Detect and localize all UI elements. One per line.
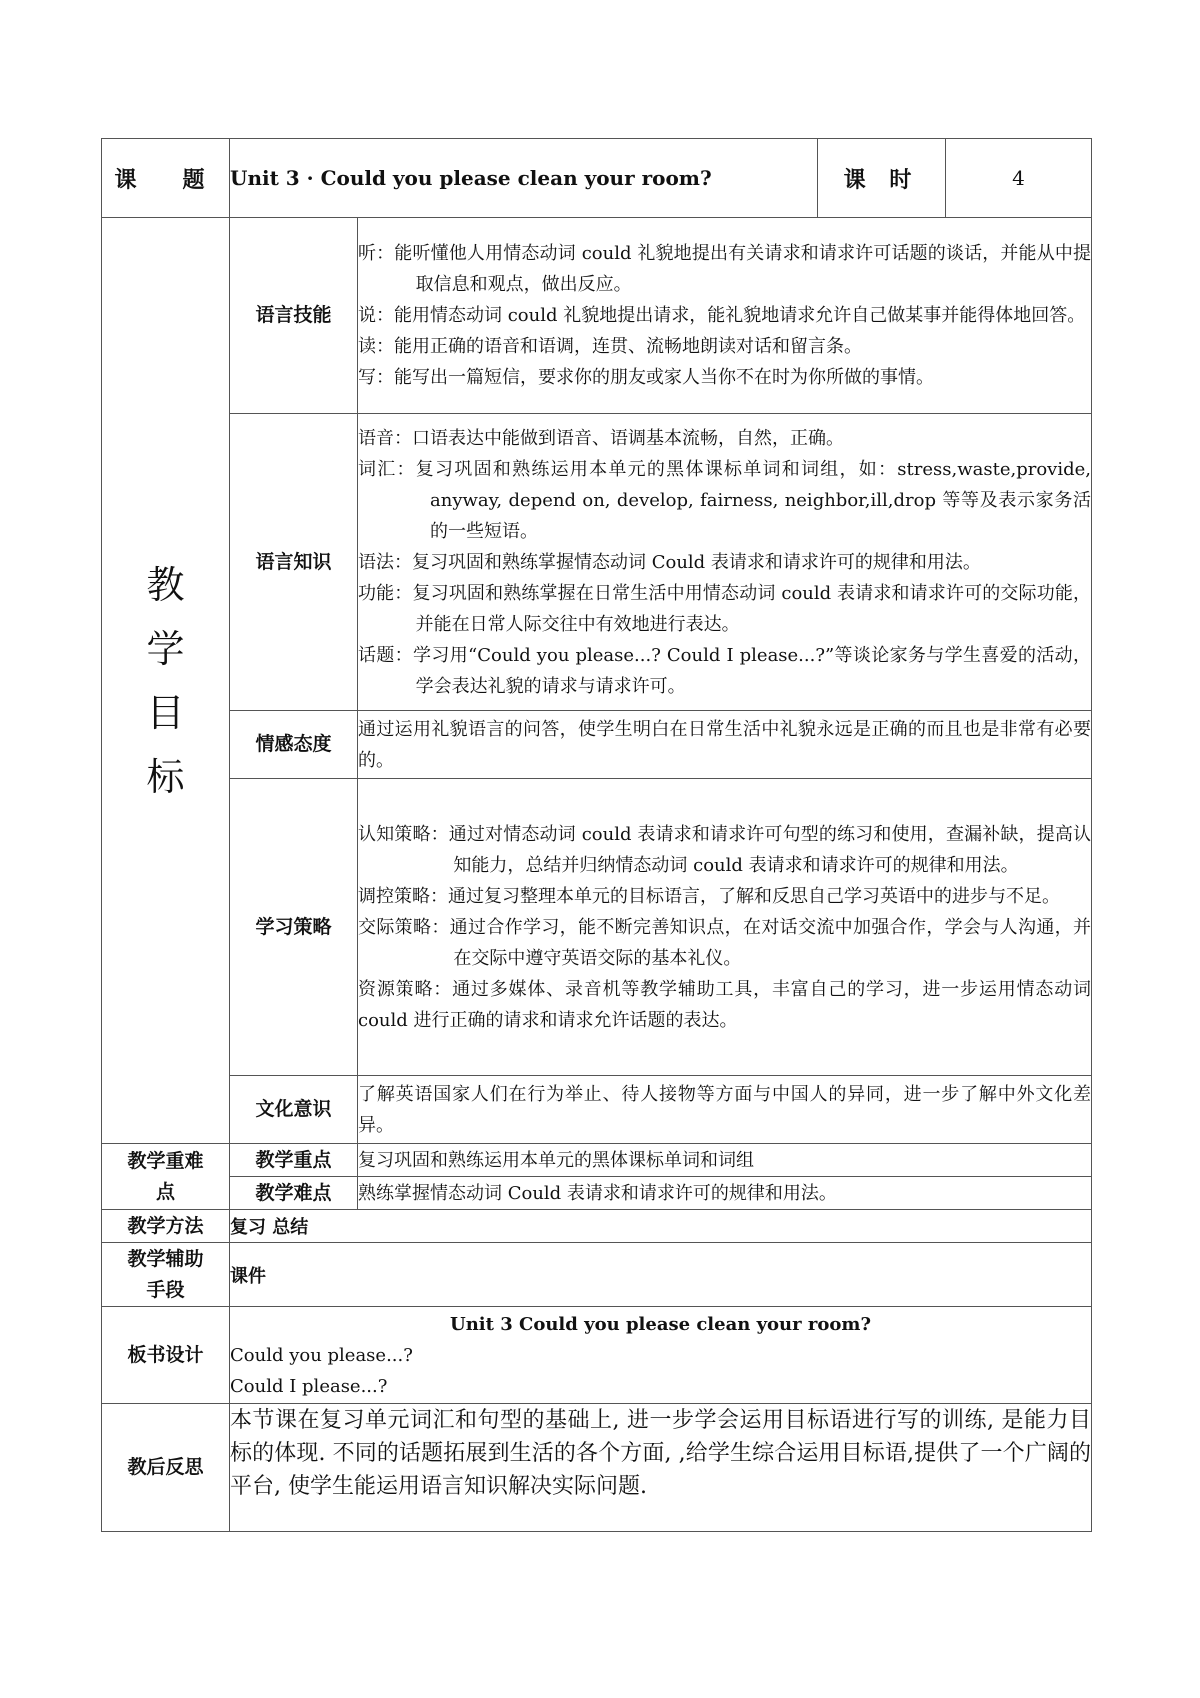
strategy-content	[358, 779, 1092, 1076]
topic-label: 课 题	[102, 139, 230, 218]
goal-char: 标	[146, 754, 185, 799]
goal-char: 教	[146, 562, 185, 607]
board-title: Unit 3 Could you please clean your room?	[450, 1313, 871, 1335]
skill-speaking: 说：能用情态动词 could 礼貌地提出请求，能礼貌地请求允许自己做某事并能得体地回答。	[358, 305, 1086, 326]
strategy-label: 学习策略	[230, 779, 358, 1076]
goal-char: 目	[146, 690, 185, 735]
hard-point-label: 教学难点	[230, 1177, 358, 1210]
reflection-text: 本节课在复习单元词汇和句型的基础上, 进一步学会运用目标语进行写的训练, 是能力目标的体现. 不同的话题拓展到生活的各个方面, ,给学生综合运用目标语,提供了一个广阔的平台, 使学生能运用语言知识解决实际问题.	[230, 1404, 1092, 1532]
board-content	[230, 1307, 1092, 1404]
attitude-label: 情感态度	[230, 711, 358, 779]
knowledge-label: 语言知识	[230, 414, 358, 711]
knowledge-grammar: 语法：复习巩固和熟练掌握情态动词 Could 表请求和请求许可的规律和用法。	[358, 551, 981, 573]
topic-value: Unit 3 · Could you please clean your room?	[230, 139, 818, 218]
difficulty-label: 教学重难点	[102, 1144, 230, 1210]
hours-label: 课 时	[818, 139, 946, 218]
key-point-label: 教学重点	[230, 1144, 358, 1177]
teaching-goals-label	[102, 218, 230, 1144]
lesson-plan-table	[101, 138, 1092, 1532]
knowledge-function: 功能：复习巩固和熟练掌握在日常生活中用情态动词 could 表请求和请求许可的交际功能，并能在日常人际交往中有效地进行表达。	[358, 582, 1092, 635]
hours-value: 4	[946, 139, 1092, 218]
aids-value: 课件	[230, 1243, 1092, 1307]
aids-label: 教学辅助手段	[102, 1243, 230, 1307]
goal-char: 学	[146, 626, 185, 671]
reflection-label: 教后反思	[102, 1404, 230, 1532]
method-value: 复习 总结	[230, 1210, 1092, 1243]
skills-content	[358, 218, 1092, 414]
knowledge-topic: 话题：学习用“Could you please...? Could I please...?”等谈论家务与学生喜爱的活动，学会表达礼貌的请求与请求许可。	[358, 644, 1092, 697]
knowledge-phonetics: 语音：口语表达中能做到语音、语调基本流畅，自然，正确。	[358, 427, 844, 449]
skill-listening: 听：能听懂他人用情态动词 could 礼貌地提出有关请求和请求许可话题的谈话，并能从中提取信息和观点，做出反应。	[358, 243, 1092, 295]
key-point-text: 复习巩固和熟练运用本单元的黑体课标单词和词组	[358, 1144, 1092, 1177]
strategy-regulating: 调控策略：通过复习整理本单元的目标语言，了解和反思自己学习英语中的进步与不足。	[358, 885, 1060, 907]
knowledge-content	[358, 414, 1092, 711]
attitude-content: 通过运用礼貌语言的问答，使学生明白在日常生活中礼貌永远是正确的而且也是非常有必要的。	[358, 711, 1092, 779]
method-label: 教学方法	[102, 1210, 230, 1243]
culture-label: 文化意识	[230, 1076, 358, 1144]
skill-reading: 读：能用正确的语音和语调，连贯、流畅地朗读对话和留言条。	[358, 336, 862, 357]
board-line: Could you please...?	[230, 1344, 413, 1366]
board-label: 板书设计	[102, 1307, 230, 1404]
board-line: Could I please...?	[230, 1375, 388, 1397]
hard-point-text: 熟练掌握情态动词 Could 表请求和请求许可的规律和用法。	[358, 1177, 1092, 1210]
culture-content: 了解英语国家人们在行为举止、待人接物等方面与中国人的异同，进一步了解中外文化差异。	[358, 1076, 1092, 1144]
strategy-communicative: 交际策略：通过合作学习，能不断完善知识点，在对话交流中加强合作，学会与人沟通，并在交际中遵守英语交际的基本礼仪。	[358, 916, 1092, 969]
strategy-resource: 资源策略：通过多媒体、录音机等教学辅助工具，丰富自己的学习，进一步运用情态动词 could 进行正确的请求和请求允许话题的表达。	[358, 978, 1092, 1031]
skill-writing: 写：能写出一篇短信，要求你的朋友或家人当你不在时为你所做的事情。	[358, 367, 934, 388]
knowledge-vocabulary: 词汇：复习巩固和熟练运用本单元的黑体课标单词和词组，如：stress,waste,provide, anyway, depend on, develop, fairness, neighbor,ill,drop 等等及表示家务活的一些短语。	[358, 458, 1092, 542]
skills-label: 语言技能	[230, 218, 358, 414]
strategy-cognitive: 认知策略：通过对情态动词 could 表请求和请求许可句型的练习和使用，查漏补缺，提高认知能力，总结并归纳情态动词 could 表请求和请求许可的规律和用法。	[358, 823, 1092, 876]
